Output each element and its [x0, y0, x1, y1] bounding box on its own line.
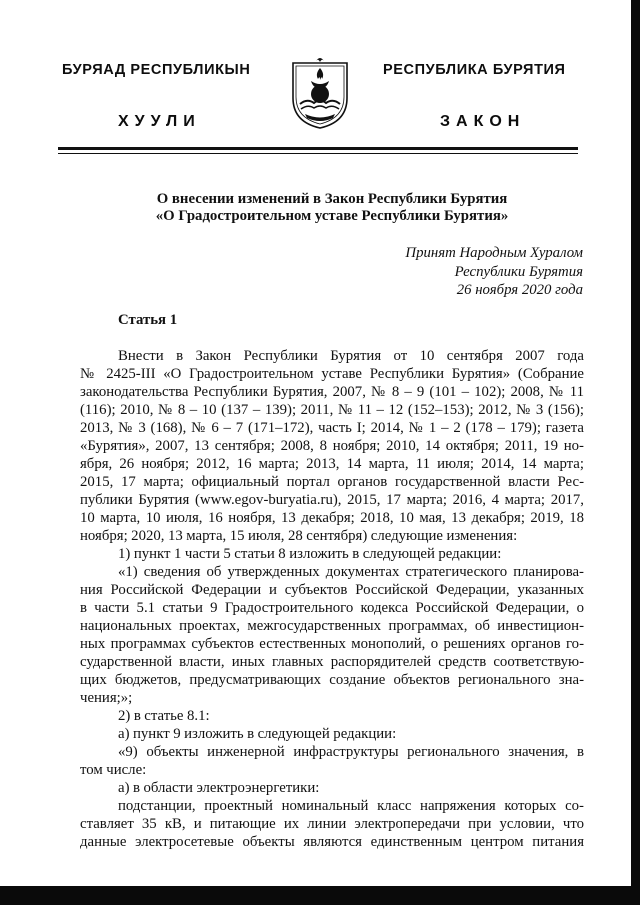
body-line: «1) сведения об утвержденных документах стратегического планирова-	[118, 564, 584, 580]
header-rule-thick	[58, 147, 578, 150]
header-right-subtitle: ЗАКОН	[440, 113, 526, 130]
body-line: 1) пункт 1 части 5 статьи 8 изложить в следующей редакции:	[118, 546, 502, 562]
scan-edge-right	[631, 0, 640, 905]
body-line: № 2425-III «О Градостроительном уставе Республики Бурятия» (Собрание	[80, 366, 584, 382]
body-line: публики Бурятия (www.egov-buryatia.ru), 2015, 17 марта; 2016, 4 марта; 2017,	[80, 492, 584, 508]
body-line: (116); 2010, № 8 – 10 (137 – 139); 2011, № 11 – 12 (152–153); 2012, № 3 (156);	[80, 402, 584, 418]
body-line: ния Российской Федерации и субъектов Российской Федерации, указанных	[80, 582, 584, 598]
adoption-line: Принят Народным Хуралом	[405, 245, 583, 261]
body-line: а) пункт 9 изложить в следующей редакции:	[118, 726, 397, 742]
body-line: ных программах субъектов естественных монополий, о решениях органов го-	[80, 636, 584, 652]
body-line: 2015, 17 марта; официальный портал органов государственной власти Рес-	[80, 474, 584, 490]
body-line: 10 марта, 10 июля, 16 ноября, 13 декабря; 2018, 10 мая, 13 декабря; 2019, 18	[80, 510, 584, 526]
body-line: «9) объекты инженерной инфраструктуры регионального значения, в	[118, 744, 584, 760]
body-line: сударственной власти, иных главных распорядителей средств соответствую-	[80, 654, 584, 670]
article-heading: Статья 1	[118, 312, 178, 328]
adoption-note	[405, 244, 583, 300]
header-left-title: БУРЯАД РЕСПУБЛИКЫН	[62, 62, 251, 78]
body-line: законодательства Республики Бурятия, 2007, № 8 – 9 (101 – 102); 2008, № 11	[80, 384, 584, 400]
header-rule-thin	[58, 153, 578, 154]
adoption-date: 26 ноября 2020 года	[456, 282, 583, 298]
adoption-line: Республики Бурятия	[454, 263, 583, 280]
body-line: ставляет 35 кВ, и питающие их линии электропередачи при условии, что	[80, 816, 584, 832]
body-line: национальных проектах, межгосударственных программах, об инвестицион-	[80, 618, 584, 634]
body-line: данные электросетевые объекты являются единственным центром питания	[80, 834, 584, 850]
document-title-line: «О Градостроительном уставе Республики Бурятия»	[155, 208, 509, 224]
scan-edge-bottom	[0, 886, 640, 905]
body-line: чения;»;	[80, 690, 133, 706]
header-right-title: РЕСПУБЛИКА БУРЯТИЯ	[383, 62, 566, 78]
header-left-subtitle: ХУУЛИ	[118, 113, 201, 130]
article-body	[80, 347, 584, 851]
coat-of-arms-icon	[287, 54, 353, 130]
body-line: в части 5.1 статьи 9 Градостроительного кодекса Российской Федерации, о	[80, 600, 584, 616]
body-line: щих бюджетов, предусматривающих создание объектов регионального зна-	[80, 672, 584, 688]
body-line: подстанции, проектный номинальный класс напряжения которых со-	[118, 798, 584, 814]
body-line: ноября; 2020, 13 марта, 15 июля, 28 сентября) следующие изменения:	[80, 528, 518, 544]
body-line: «Бурятия», 2007, 13 сентября; 2008, 8 ноября; 2010, 14 октября; 2011, 19 но-	[80, 438, 584, 454]
body-line: Внести в Закон Республики Бурятия от 10 сентября 2007 года	[118, 348, 584, 364]
body-line: 2) в статье 8.1:	[118, 708, 210, 724]
document-title-line: О внесении изменений в Закон Республики Бурятия	[156, 191, 508, 207]
body-line: 2013, № 3 (168), № 6 – 7 (171–172), часть I; 2014, № 1 – 2 (178 – 179); газета	[80, 420, 584, 436]
body-line: а) в области электроэнергетики:	[118, 780, 320, 796]
body-line: том числе:	[80, 762, 147, 778]
document-title	[80, 191, 584, 225]
body-line: ября, 26 ноября; 2012, 16 марта; 2013, 14 марта, 11 июля; 2014, 14 марта;	[80, 456, 584, 472]
